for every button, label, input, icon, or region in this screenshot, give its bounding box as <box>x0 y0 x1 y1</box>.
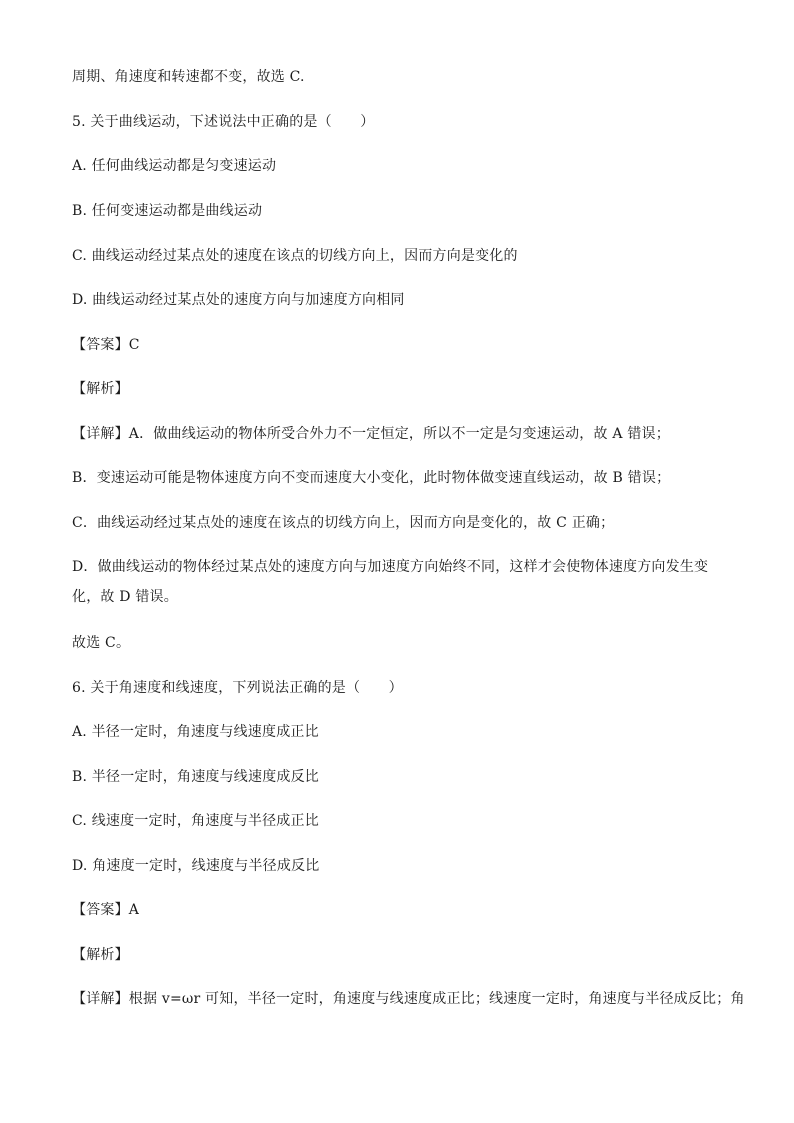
q5-stem: 5. 关于曲线运动，下述说法中正确的是（ ） <box>72 114 375 130</box>
q6-answer: 【答案】A <box>72 902 140 918</box>
q5-detail-a: 【详解】A．做曲线运动的物体所受合外力不一定恒定，所以不一定是匀变速运动，故 A 错误； <box>72 426 670 442</box>
q6-option-d: D. 角速度一定时，线速度与半径成反比 <box>72 858 320 874</box>
q5-detail-b: B．变速运动可能是物体速度方向不变而速度大小变化，此时物体做变速直线运动，故 B 错误； <box>72 470 671 486</box>
q6-option-a: A. 半径一定时，角速度与线速度成正比 <box>72 724 319 740</box>
previous-answer-ending: 周期、角速度和转速都不变，故选 C. <box>72 69 305 85</box>
q5-option-c: C. 曲线运动经过某点处的速度在该点的切线方向上，因而方向是变化的 <box>72 248 518 264</box>
q6-stem: 6. 关于角速度和线速度，下列说法正确的是（ ） <box>72 680 403 696</box>
q6-option-c: C. 线速度一定时，角速度与半径成正比 <box>72 813 319 829</box>
q5-detail-c: C．曲线运动经过某点处的速度在该点的切线方向上，因而方向是变化的，故 C 正确； <box>72 515 615 531</box>
q5-option-d: D. 曲线运动经过某点处的速度方向与加速度方向相同 <box>72 292 405 308</box>
q6-analysis-title: 【解析】 <box>72 947 129 963</box>
q5-option-a: A. 任何曲线运动都是匀变速运动 <box>72 158 277 174</box>
q6-option-b: B. 半径一定时，角速度与线速度成反比 <box>72 769 319 785</box>
q5-option-b: B. 任何变速运动都是曲线运动 <box>72 203 263 219</box>
q6-detail: 【详解】根据 v=ωr 可知，半径一定时，角速度与线速度成正比；线速度一定时，角速度与半径成反比；角 <box>72 991 745 1007</box>
q5-conclusion: 故选 C。 <box>72 635 131 651</box>
q5-answer: 【答案】C <box>72 337 140 353</box>
q5-analysis-title: 【解析】 <box>72 381 129 397</box>
q5-detail-d: D．做曲线运动的物体经过某点处的速度方向与加速度方向始终不同，这样才会使物体速度方向发生变化，故 D 错误。 <box>72 559 709 605</box>
